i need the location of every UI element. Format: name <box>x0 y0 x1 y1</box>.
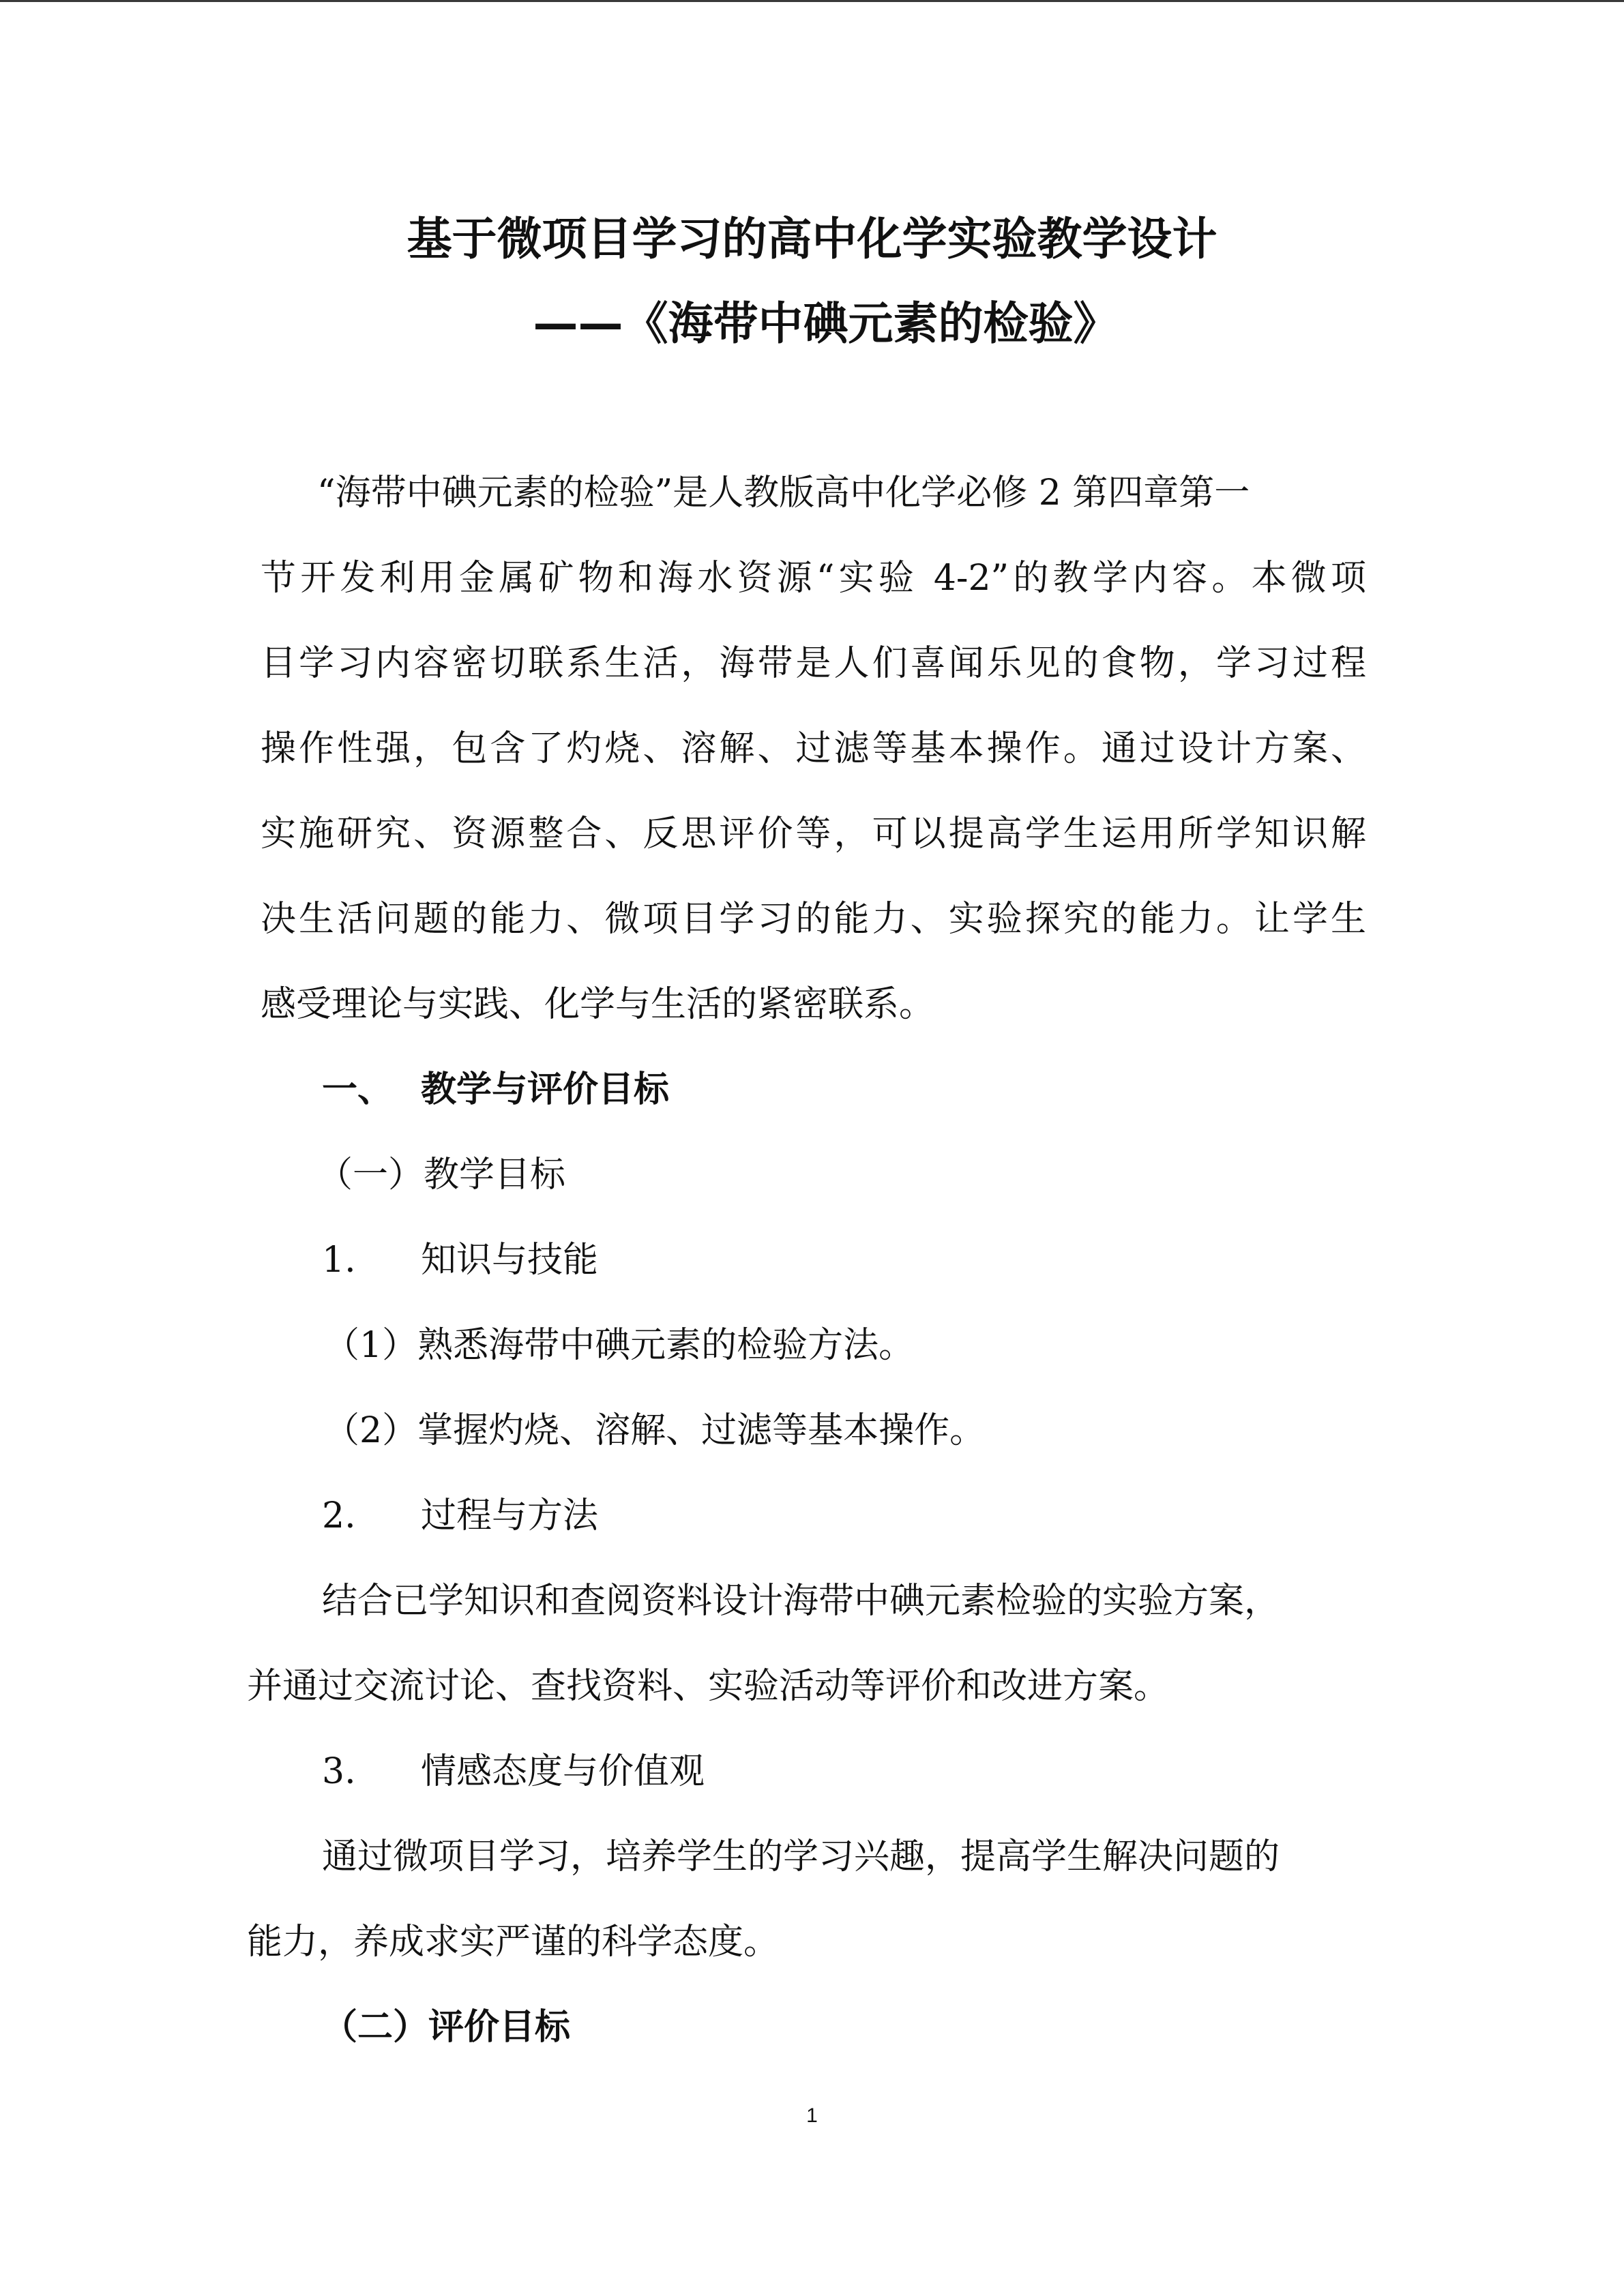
intro-line-6: 决生活问题的能力、微项目学习的能力、实验探究的能力。让学生 <box>261 899 1366 940</box>
subsection-heading-teaching-goals: （一）教学目标 <box>317 1154 566 1195</box>
intro-line-4: 操作性强，包含了灼烧、溶解、过滤等基本操作。通过设计方案、 <box>261 728 1366 769</box>
point-1: （1）熟悉海带中碘元素的检验方法。 <box>324 1325 915 1366</box>
section-heading-1 <box>322 1069 670 1110</box>
list-item-3 <box>322 1751 705 1792</box>
attitude-line-1: 通过微项目学习，培养学生的学习兴趣，提高学生解决问题的 <box>322 1836 1280 1877</box>
intro-line-2: 节开发利用金属矿物和海水资源“实验 4-2”的教学内容。本微项 <box>261 558 1366 599</box>
list-item-2 <box>322 1495 599 1536</box>
list-item-number: 2. <box>322 1495 356 1536</box>
attitude-line-2: 能力，养成求实严谨的科学态度。 <box>247 1922 780 1963</box>
document-subtitle: ——《海带中碘元素的检验》 <box>533 297 1119 350</box>
list-item-title: 知识与技能 <box>421 1240 599 1281</box>
page-top-border <box>0 0 1624 2</box>
list-item-number: 1. <box>322 1240 356 1281</box>
page-number: 1 <box>806 2104 818 2127</box>
intro-line-3: 目学习内容密切联系生活，海带是人们喜闻乐见的食物，学习过程 <box>261 643 1366 684</box>
intro-line-5: 实施研究、资源整合、反思评价等，可以提高学生运用所学知识解 <box>261 814 1366 854</box>
subsection-heading-evaluation-goals: （二）评价目标 <box>322 2007 571 2048</box>
point-2: （2）掌握灼烧、溶解、过滤等基本操作。 <box>324 1410 986 1451</box>
process-line-1: 结合已学知识和查阅资料设计海带中碘元素检验的实验方案， <box>322 1581 1280 1622</box>
list-item-number: 3. <box>322 1751 356 1792</box>
list-item-1 <box>322 1240 599 1281</box>
intro-line-1: “海带中碘元素的检验”是人教版高中化学必修 2 第四章第一 <box>317 473 1250 513</box>
section-number: 一、 <box>322 1069 394 1110</box>
list-item-title: 情感态度与价值观 <box>421 1751 705 1792</box>
section-title: 教学与评价目标 <box>421 1069 670 1110</box>
intro-line-7: 感受理论与实践、化学与生活的紧密联系。 <box>261 984 935 1025</box>
document-title: 基于微项目学习的高中化学实验教学设计 <box>407 213 1217 265</box>
process-line-2: 并通过交流讨论、查找资料、实验活动等评价和改进方案。 <box>247 1666 1170 1707</box>
list-item-title: 过程与方法 <box>421 1495 599 1536</box>
